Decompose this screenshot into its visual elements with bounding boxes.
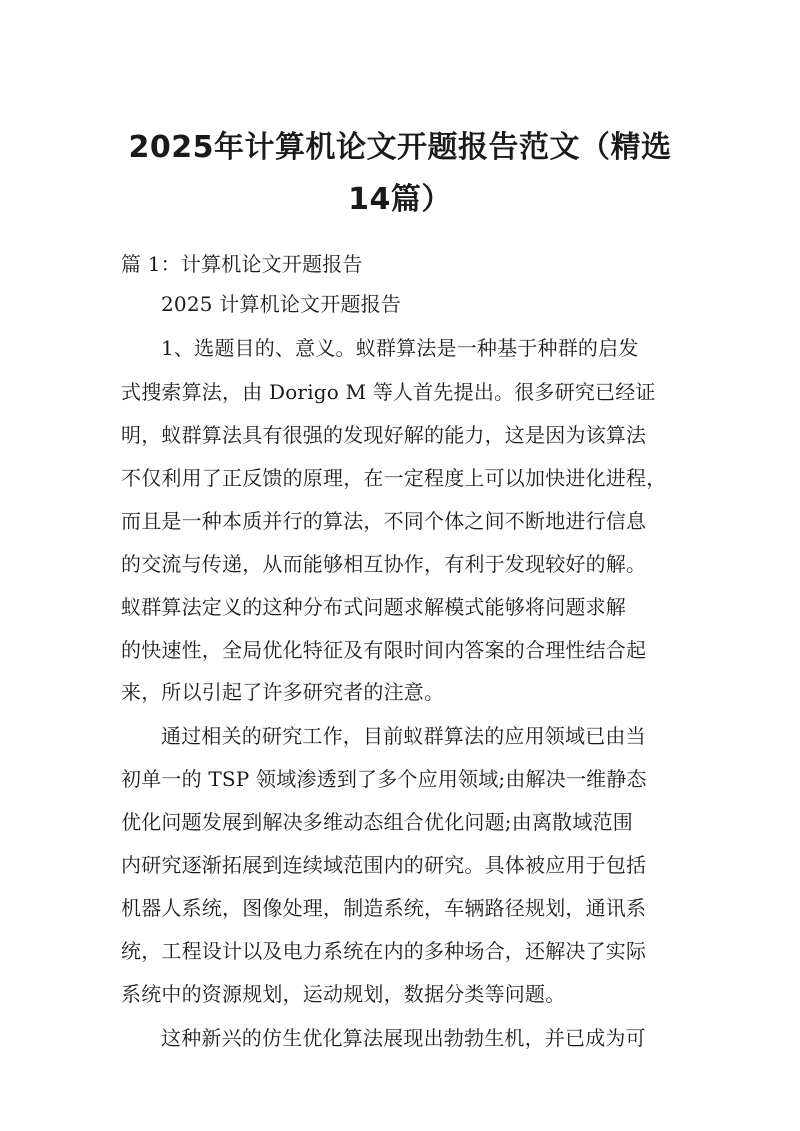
report-subtitle: 2025 计算机论文开题报告 [161,292,402,316]
paragraph-1-line: 蚁群算法定义的这种分布式问题求解模式能够将问题求解 [121,595,626,619]
paragraph-2-line: 内研究逐渐拓展到连续域范围内的研究。具体被应用于包括 [121,853,647,877]
paragraph-1-line: 明，蚁群算法具有很强的发现好解的能力，这是因为该算法 [121,423,647,447]
document-title: 2025年计算机论文开题报告范文（精选14篇） [128,130,672,217]
paragraph-1-line: 的快速性，全局优化特征及有限时间内答案的合理性结合起 [121,638,647,662]
paragraph-2-line: 系统中的资源规划，运动规划，数据分类等问题。 [121,982,566,1006]
paragraph-2-line: 机器人系统，图像处理，制造系统，车辆路径规划，通讯系 [121,896,647,920]
paragraph-1-line: 的交流与传递，从而能够相互协作，有利于发现较好的解。 [121,552,647,576]
paragraph-3-line: 这种新兴的仿生优化算法展现出勃勃生机，并已成为可 [161,1026,646,1050]
section-heading: 篇 1：计算机论文开题报告 [121,252,363,276]
paragraph-2-line: 优化问题发展到解决多维动态组合优化问题;由离散域范围 [121,810,633,834]
paragraph-1-line: 式搜索算法，由 Dorigo M 等人首先提出。很多研究已经证 [121,380,656,404]
paragraph-1-line: 来，所以引起了许多研究者的注意。 [121,680,445,704]
paragraph-1-line: 而且是一种本质并行的算法，不同个体之间不断地进行信息 [121,509,647,533]
paragraph-2-line: 通过相关的研究工作，目前蚁群算法的应用领域已由当 [161,724,646,748]
paragraph-1-line: 不仅利用了正反馈的原理，在一定程度上可以加快进化进程， [121,466,667,490]
paragraph-2-line: 初单一的 TSP 领域渗透到了多个应用领域;由解决一维静态 [121,767,647,791]
paragraph-1-line: 1、选题目的、意义。蚁群算法是一种基于种群的启发 [161,336,639,360]
paragraph-2-line: 统，工程设计以及电力系统在内的多种场合，还解决了实际 [121,939,647,963]
